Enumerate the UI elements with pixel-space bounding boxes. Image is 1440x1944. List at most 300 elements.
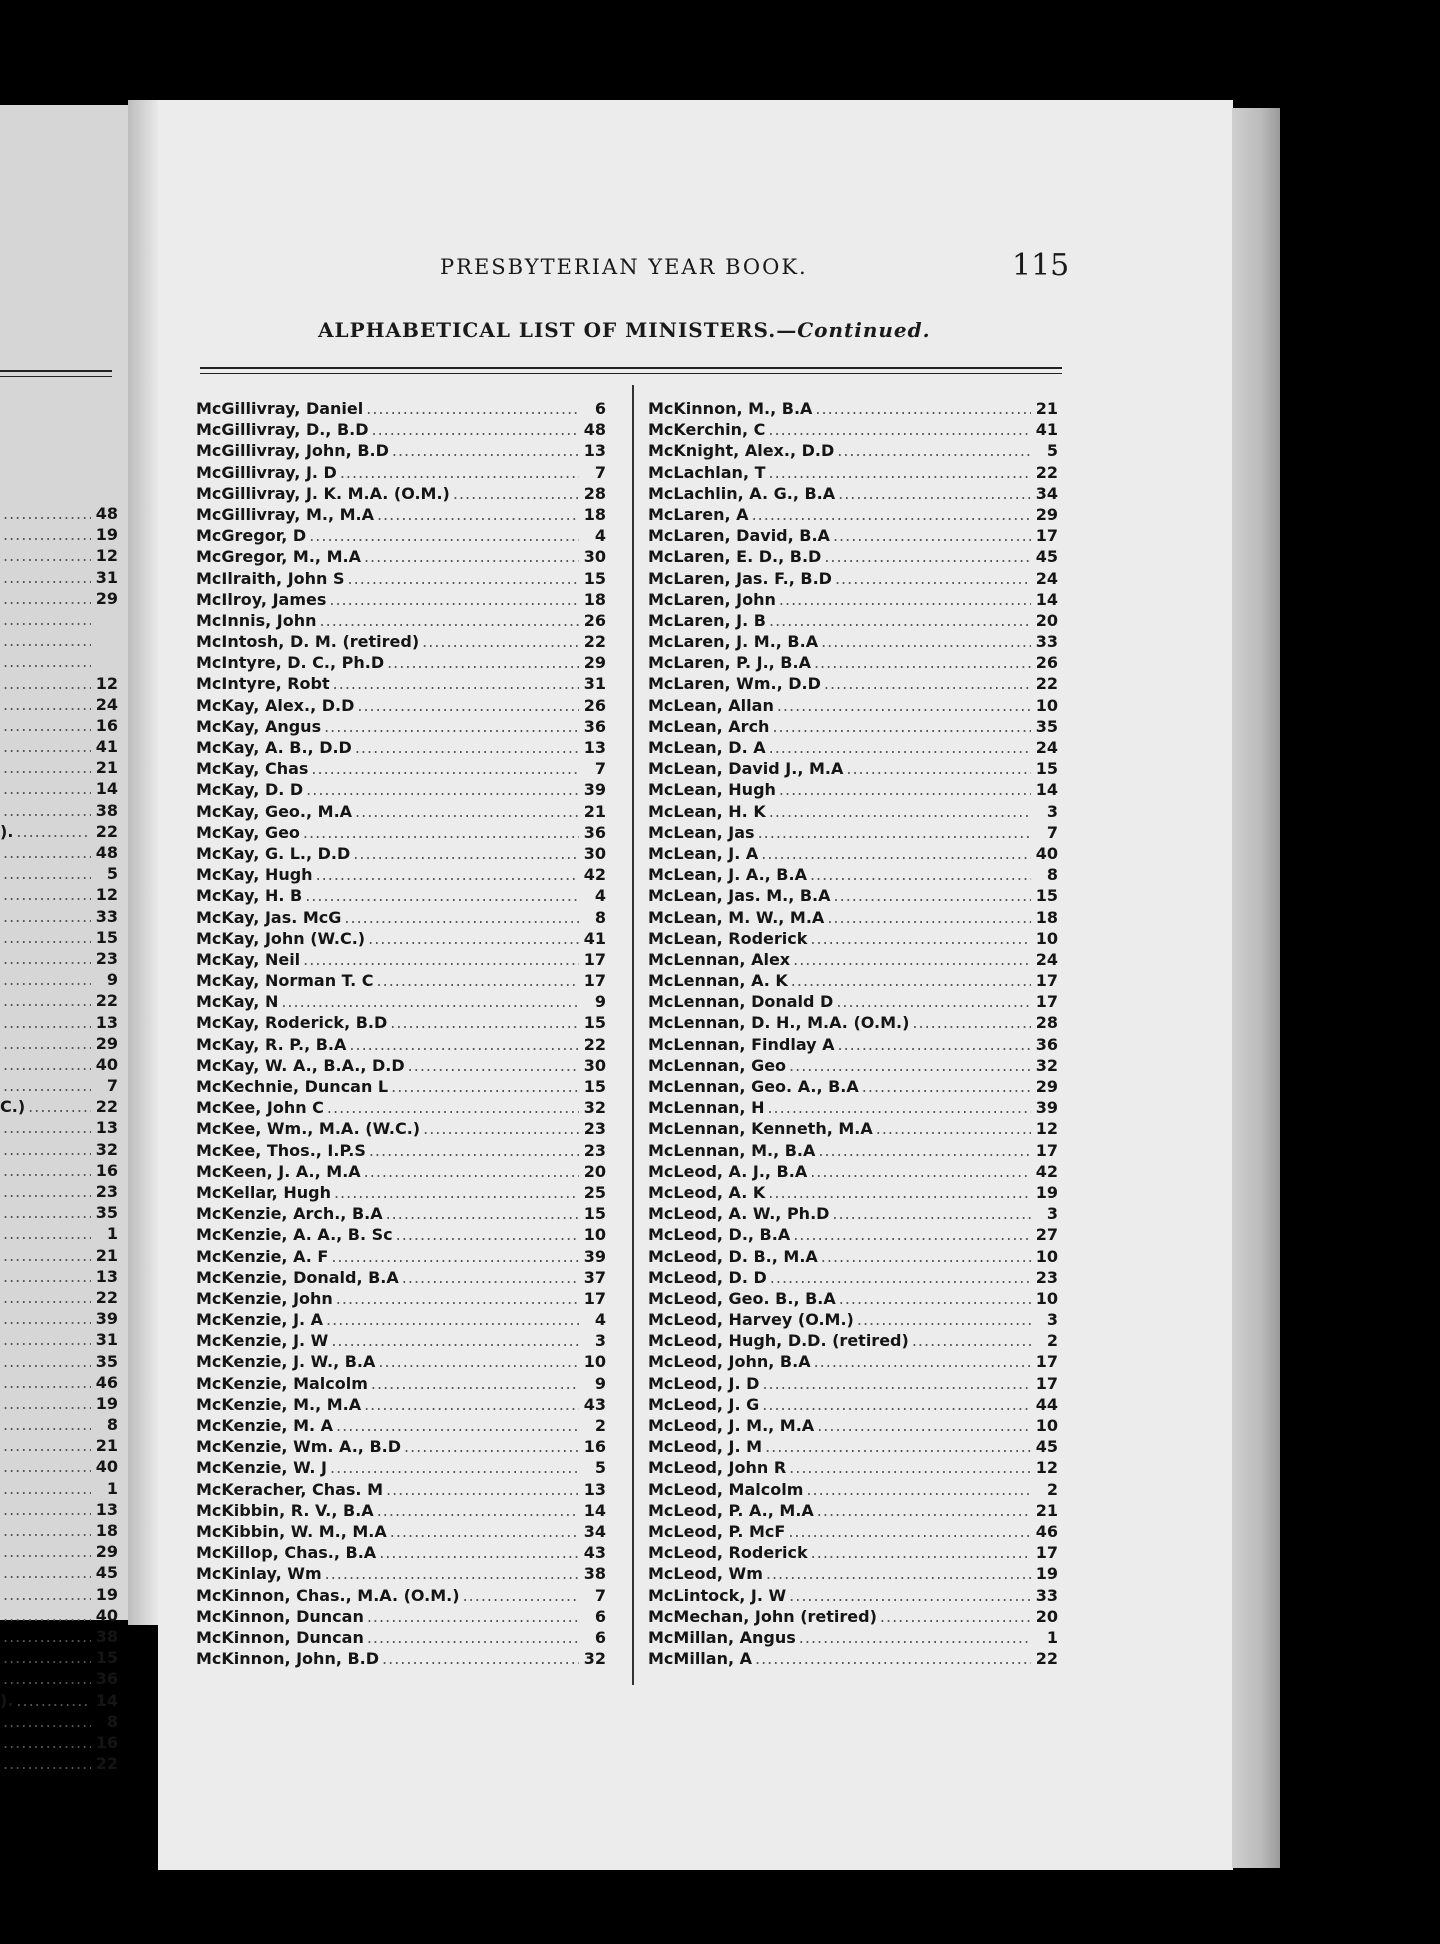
minister-name: McLennan, Kenneth, M.A <box>648 1119 873 1139</box>
list-item <box>648 1267 1058 1288</box>
page-reference: 15 <box>583 1204 606 1224</box>
minister-name: McKibbin, R. V., B.A <box>196 1500 374 1520</box>
minister-name: McLeod, John, B.A <box>648 1352 811 1372</box>
list-item <box>0 1223 118 1244</box>
minister-name: McLaren, A <box>648 504 749 524</box>
dot-leader <box>281 991 579 1012</box>
list-item <box>0 1626 118 1647</box>
dot-leader <box>788 1521 1031 1542</box>
list-item <box>0 1075 118 1096</box>
page-reference: 30 <box>583 1055 606 1075</box>
page-reference: 44 <box>1035 1394 1058 1414</box>
dot-leader <box>768 419 1031 440</box>
dot-leader <box>453 483 579 504</box>
minister-name: McGillivray, J. D <box>196 462 337 482</box>
dot-leader <box>3 1245 91 1266</box>
list-item <box>0 948 118 969</box>
list-item <box>0 1668 118 1689</box>
dot-leader <box>3 1181 91 1202</box>
list-item <box>648 1055 1058 1076</box>
page-reference: 6 <box>594 1606 606 1626</box>
dot-leader <box>3 1223 91 1244</box>
list-item <box>196 525 606 546</box>
list-item <box>0 1181 118 1202</box>
list-item <box>196 568 606 589</box>
dot-leader <box>379 1542 579 1563</box>
minister-name: McLean, Jas. M., B.A <box>648 886 831 906</box>
dot-leader <box>3 1202 91 1223</box>
left-page-edge <box>0 105 135 1774</box>
dot-leader <box>3 1329 91 1350</box>
list-item <box>196 1521 606 1542</box>
dot-leader <box>3 1075 91 1096</box>
minister-name: McKellar, Hugh <box>196 1182 331 1202</box>
minister-name: McKay, Angus <box>196 716 322 736</box>
dot-leader <box>832 1203 1031 1224</box>
list-item <box>196 589 606 610</box>
page-reference: 6 <box>594 1627 606 1647</box>
minister-name: McKenzie, J. W <box>196 1331 329 1351</box>
dot-leader <box>811 1542 1031 1563</box>
page-reference: 18 <box>583 589 606 609</box>
page-reference: 26 <box>1035 653 1058 673</box>
dot-leader <box>3 1605 91 1626</box>
list-item <box>0 927 118 948</box>
dot-leader <box>766 1563 1031 1584</box>
page-reference: 45 <box>95 1563 118 1583</box>
list-item <box>648 1309 1058 1330</box>
dot-leader <box>366 398 579 419</box>
list-item <box>648 885 1058 906</box>
list-item <box>0 1287 118 1308</box>
list-item <box>0 1711 118 1732</box>
list-item <box>648 440 1058 461</box>
dot-leader <box>3 651 91 672</box>
list-item <box>648 928 1058 949</box>
dot-leader <box>364 1161 579 1182</box>
page-reference: 32 <box>1035 1055 1058 1075</box>
list-item <box>196 1097 606 1118</box>
page-reference: 19 <box>1035 1564 1058 1584</box>
minister-name: McGillivray, John, B.D <box>196 441 389 461</box>
list-item <box>0 1520 118 1541</box>
list-item <box>648 652 1058 673</box>
minister-name: McLeod, Geo. B., B.A <box>648 1288 836 1308</box>
page-number: 115 <box>1012 248 1070 283</box>
page-reference: 4 <box>594 886 606 906</box>
page-reference: 18 <box>1035 907 1058 927</box>
page-reference: 6 <box>594 399 606 418</box>
list-item <box>196 1161 606 1182</box>
entry-fragment: C.) <box>0 1097 26 1117</box>
list-item <box>196 1394 606 1415</box>
list-item <box>0 1329 118 1350</box>
page-reference: 2 <box>1046 1479 1058 1499</box>
page-reference: 41 <box>1035 420 1058 440</box>
page-reference: 28 <box>1035 1013 1058 1033</box>
page-reference: 22 <box>1035 462 1058 482</box>
page-reference: 14 <box>1035 780 1058 800</box>
dot-leader <box>367 1627 579 1648</box>
page-reference: 10 <box>1035 1246 1058 1266</box>
dot-leader <box>827 907 1031 928</box>
list-item <box>0 651 118 672</box>
minister-name: McLean, J. A <box>648 843 759 863</box>
dot-leader <box>789 1457 1031 1478</box>
page-reference: 24 <box>1035 568 1058 588</box>
minister-name: McKenzie, M. A <box>196 1416 334 1435</box>
list-item <box>0 821 118 842</box>
dot-leader <box>876 1118 1031 1139</box>
page-reference: 33 <box>1035 1585 1058 1605</box>
minister-name: McKay, Norman T. C <box>196 971 374 991</box>
minister-name: McMillan, A <box>648 1649 752 1669</box>
left-page-rule-bottom <box>0 376 112 377</box>
dot-leader <box>3 694 91 715</box>
page-reference: 45 <box>1035 1437 1058 1457</box>
page-reference: 29 <box>95 588 118 608</box>
left-page-rule-top <box>0 370 112 372</box>
page-reference: 23 <box>95 1182 118 1201</box>
page-reference: 30 <box>583 843 606 863</box>
list-item <box>648 716 1058 737</box>
dot-leader <box>344 907 579 928</box>
minister-name: McIntyre, D. C., Ph.D <box>196 653 385 673</box>
page-reference: 36 <box>1035 1034 1058 1054</box>
minister-name: McLeod, A. W., Ph.D <box>648 1204 830 1224</box>
minister-name: McLeod, Roderick <box>648 1543 808 1563</box>
page-reference: 29 <box>1035 1077 1058 1096</box>
entry-fragment: ). <box>0 1690 14 1710</box>
dot-leader <box>382 1648 579 1669</box>
minister-name: McKeracher, Chas. M <box>196 1479 383 1499</box>
dot-leader <box>3 1456 91 1477</box>
minister-name: McLennan, M., B.A <box>648 1140 816 1160</box>
page-reference: 36 <box>583 716 606 736</box>
minister-name: McKay, John (W.C.) <box>196 928 366 948</box>
list-item <box>196 631 606 652</box>
dot-leader <box>3 1499 91 1520</box>
minister-name: McKenzie, Wm. A., B.D <box>196 1437 401 1457</box>
dot-leader <box>422 631 579 652</box>
page-reference: 17 <box>583 971 606 991</box>
page-reference: 48 <box>95 504 118 523</box>
minister-name: McKay, Hugh <box>196 865 313 885</box>
dot-leader <box>821 1246 1031 1267</box>
page-reference: 23 <box>583 1119 606 1139</box>
page-reference: 38 <box>95 800 118 820</box>
dot-leader <box>16 1690 91 1711</box>
list-item <box>648 843 1058 864</box>
page-reference: 39 <box>95 1309 118 1329</box>
list-item <box>648 1076 1058 1097</box>
minister-name: McLaren, J. B <box>648 610 766 630</box>
dot-leader <box>768 1182 1031 1203</box>
minister-name: McLennan, Donald D <box>648 992 834 1012</box>
list-item <box>0 694 118 715</box>
minister-name: McLeod, D. B., M.A <box>648 1246 818 1266</box>
list-item <box>196 1373 606 1394</box>
page-reference: 17 <box>1035 1373 1058 1393</box>
dot-leader <box>333 673 579 694</box>
dot-leader <box>368 928 579 949</box>
page-reference: 39 <box>583 1246 606 1266</box>
list-item <box>196 1309 606 1330</box>
list-title-text: ALPHABETICAL LIST OF MINISTERS.— <box>318 318 798 342</box>
dot-leader <box>806 1479 1031 1500</box>
minister-name: McLeod, Malcolm <box>648 1479 804 1499</box>
list-item <box>0 524 118 545</box>
dot-leader <box>818 1140 1031 1161</box>
page-reference: 29 <box>1035 504 1058 524</box>
page-reference: 12 <box>95 885 118 905</box>
page-reference: 7 <box>1046 822 1058 842</box>
dot-leader <box>839 1288 1031 1309</box>
list-item <box>648 1542 1058 1563</box>
page-reference: 5 <box>1046 441 1058 461</box>
minister-name: McIntyre, Robt <box>196 674 330 694</box>
page-reference: 34 <box>1035 483 1058 503</box>
minister-name: McGillivray, J. K. M.A. (O.M.) <box>196 483 450 503</box>
minister-name: McLean, Allan <box>648 695 774 715</box>
list-item <box>648 1415 1058 1436</box>
page-reference: 4 <box>594 1310 606 1330</box>
minister-name: McKay, W. A., B.A., D.D <box>196 1055 405 1075</box>
dot-leader <box>364 1394 579 1415</box>
minister-name: McGregor, D <box>196 526 307 546</box>
list-item <box>0 800 118 821</box>
page-reference: 15 <box>1035 759 1058 779</box>
dot-leader <box>3 1054 91 1075</box>
minister-name: McKechnie, Duncan L <box>196 1077 389 1096</box>
entry-fragment: ). <box>0 821 14 841</box>
dot-leader <box>3 1033 91 1054</box>
list-item <box>0 1753 118 1774</box>
page-reference: 22 <box>583 632 606 652</box>
page-reference: 10 <box>1035 1288 1058 1308</box>
page-reference: 19 <box>95 1393 118 1413</box>
dot-leader <box>810 1161 1031 1182</box>
list-item <box>0 906 118 927</box>
minister-name: McMechan, John (retired) <box>648 1606 877 1626</box>
page-reference: 21 <box>1035 399 1058 418</box>
page-reference: 7 <box>106 1076 118 1096</box>
minister-name: McKinnon, Duncan <box>196 1606 364 1626</box>
list-item <box>196 1351 606 1372</box>
page-reference: 15 <box>583 568 606 588</box>
dot-leader <box>334 1182 579 1203</box>
minister-name: McIntosh, D. M. (retired) <box>196 632 420 652</box>
minister-name: McGillivray, D., B.D <box>196 420 369 440</box>
minister-name: McGillivray, Daniel <box>196 399 364 418</box>
list-item <box>0 969 118 990</box>
page-reference: 40 <box>95 1605 118 1625</box>
dot-leader <box>793 949 1031 970</box>
page-reference: 22 <box>583 1034 606 1054</box>
dot-leader <box>3 1435 91 1456</box>
page-reference: 14 <box>95 1690 118 1710</box>
list-item <box>0 673 118 694</box>
list-item <box>0 503 118 524</box>
page-reference: 13 <box>95 1266 118 1286</box>
list-item <box>196 695 606 716</box>
list-item <box>648 779 1058 800</box>
page-reference: 3 <box>594 1331 606 1351</box>
list-item <box>648 546 1058 567</box>
page-reference: 1 <box>1046 1627 1058 1647</box>
page-reference: 34 <box>583 1521 606 1541</box>
list-item <box>196 1415 606 1436</box>
page-reference: 14 <box>583 1500 606 1520</box>
minister-name: McKnight, Alex., D.D <box>648 441 835 461</box>
dot-leader <box>752 504 1031 525</box>
dot-leader <box>815 398 1031 419</box>
list-item <box>196 1436 606 1457</box>
list-item <box>196 483 606 504</box>
dot-leader <box>316 864 579 885</box>
page-reference: 24 <box>1035 949 1058 969</box>
list-item <box>0 1562 118 1583</box>
page-reference: 37 <box>583 1267 606 1287</box>
dot-leader <box>3 1711 91 1732</box>
list-item <box>0 757 118 778</box>
list-item <box>0 609 118 630</box>
dot-leader <box>767 1097 1031 1118</box>
list-item <box>0 1393 118 1414</box>
page-reference: 16 <box>95 715 118 735</box>
minister-name: McKay, N <box>196 992 279 1012</box>
page-reference: 12 <box>1035 1458 1058 1478</box>
page-reference: 21 <box>583 801 606 821</box>
list-item <box>196 1055 606 1076</box>
page-reference: 40 <box>1035 843 1058 863</box>
list-item <box>648 949 1058 970</box>
dot-leader <box>3 503 91 524</box>
minister-name: McKillop, Chas., B.A <box>196 1543 377 1563</box>
dot-leader <box>331 1246 579 1267</box>
dot-leader <box>769 610 1031 631</box>
page-reference: 3 <box>1046 1310 1058 1330</box>
dot-leader <box>377 504 579 525</box>
page-reference: 48 <box>95 843 118 862</box>
page-reference: 3 <box>1046 801 1058 821</box>
page-reference: 41 <box>583 928 606 948</box>
dot-leader <box>789 1055 1031 1076</box>
dot-leader <box>835 568 1031 589</box>
dot-leader <box>391 1076 579 1097</box>
page-reference: 4 <box>594 526 606 546</box>
list-item <box>196 1012 606 1033</box>
page-reference: 35 <box>95 1351 118 1371</box>
page-reference: 33 <box>1035 632 1058 652</box>
page-reference: 21 <box>95 1245 118 1265</box>
list-item <box>0 1308 118 1329</box>
list-item <box>648 589 1058 610</box>
list-item <box>196 1542 606 1563</box>
minister-name: McLeod, Hugh, D.D. (retired) <box>648 1331 909 1351</box>
page-reference: 17 <box>1035 526 1058 546</box>
list-item <box>196 737 606 758</box>
dot-leader <box>770 1267 1031 1288</box>
list-item <box>196 440 606 461</box>
list-item <box>648 1479 1058 1500</box>
list-item <box>0 1499 118 1520</box>
list-item <box>0 1478 118 1499</box>
page-reference: 10 <box>1035 1416 1058 1435</box>
dot-leader <box>857 1309 1031 1330</box>
minister-name: McMillan, Angus <box>648 1627 796 1647</box>
list-item <box>196 758 606 779</box>
dot-leader <box>3 800 91 821</box>
page-reference: 13 <box>583 1479 606 1499</box>
list-item <box>648 1373 1058 1394</box>
page-reference: 32 <box>583 1098 606 1118</box>
minister-name: McGregor, M., M.A <box>196 547 361 567</box>
page-reference: 1 <box>106 1224 118 1244</box>
page-reference: 48 <box>583 420 606 440</box>
dot-leader <box>824 673 1031 694</box>
minister-name: McKinnon, Duncan <box>196 1627 364 1647</box>
minister-name: McKay, Jas. McG <box>196 907 342 927</box>
dot-leader <box>3 1012 91 1033</box>
dot-leader <box>390 1012 579 1033</box>
list-item <box>0 1054 118 1075</box>
dot-leader <box>3 1753 91 1774</box>
page-reference: 17 <box>583 949 606 969</box>
page-reference: 9 <box>594 1373 606 1393</box>
dot-leader <box>838 1034 1032 1055</box>
minister-name: McLeod, D. D <box>648 1267 767 1287</box>
minister-name: McLeod, D., B.A <box>648 1225 791 1245</box>
list-item <box>196 970 606 991</box>
minister-name: McKenzie, J. W., B.A <box>196 1352 376 1372</box>
dot-leader <box>810 864 1031 885</box>
list-item <box>0 778 118 799</box>
list-item <box>196 885 606 906</box>
list-item <box>196 1479 606 1500</box>
dot-leader <box>355 737 579 758</box>
page-reference: 31 <box>95 567 118 587</box>
list-item <box>648 907 1058 928</box>
minister-name: McKay, R. P., B.A <box>196 1034 347 1054</box>
dot-leader <box>463 1585 579 1606</box>
list-item <box>648 1182 1058 1203</box>
minister-name: McKay, G. L., D.D <box>196 843 351 863</box>
list-item <box>0 715 118 736</box>
list-item <box>0 1266 118 1287</box>
minister-name: McLaren, Wm., D.D <box>648 674 821 694</box>
page-reference: 21 <box>95 758 118 778</box>
list-item <box>0 1456 118 1477</box>
minister-name: McLennan, D. H., M.A. (O.M.) <box>648 1013 910 1033</box>
dot-leader <box>3 567 91 588</box>
page-reference: 22 <box>95 991 118 1011</box>
dot-leader <box>377 1500 579 1521</box>
page-reference: 2 <box>1046 1331 1058 1351</box>
page-reference: 46 <box>95 1372 118 1392</box>
minister-name: McKinnon, John, B.D <box>196 1649 380 1669</box>
list-item <box>648 1351 1058 1372</box>
page-reference: 16 <box>95 1732 118 1752</box>
minister-name: McKee, John C <box>196 1098 324 1118</box>
minister-name: McLennan, Geo. A., B.A <box>648 1077 859 1096</box>
dot-leader <box>371 1373 579 1394</box>
page-reference: 43 <box>583 1394 606 1414</box>
dot-leader <box>305 885 579 906</box>
page-reference: 10 <box>1035 695 1058 715</box>
minister-name: McLennan, Geo <box>648 1055 787 1075</box>
dot-leader <box>765 1436 1031 1457</box>
